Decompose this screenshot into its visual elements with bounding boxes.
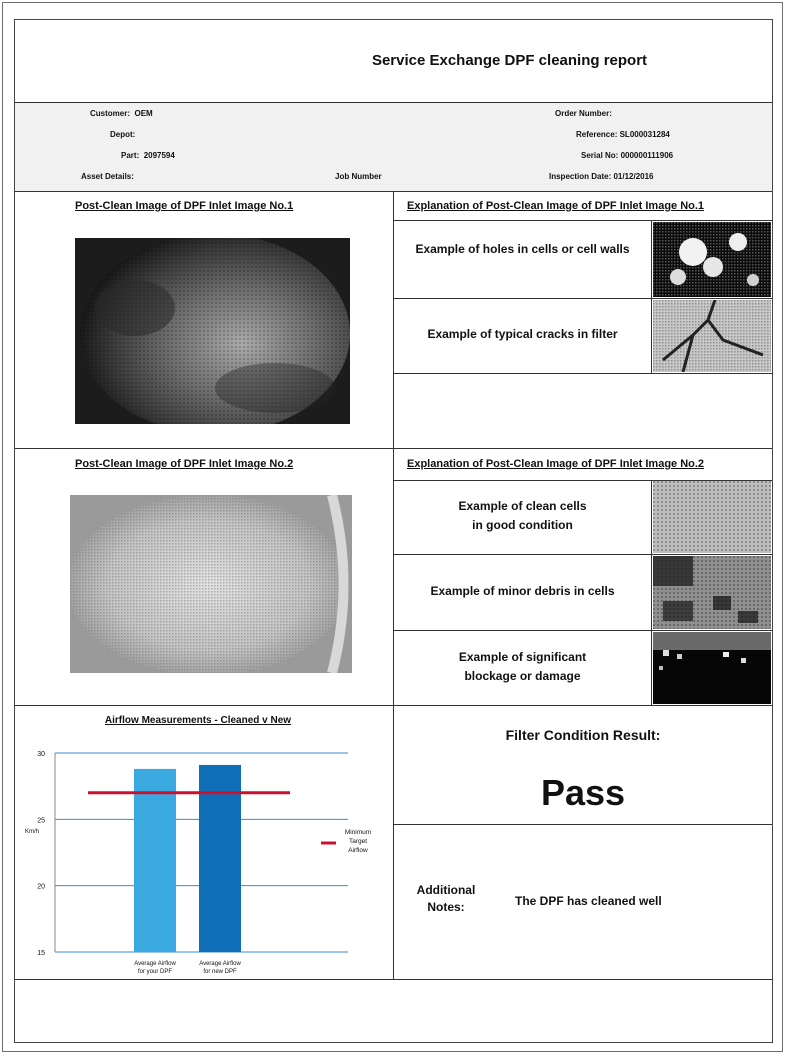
example-debris-text: Example of minor debris in cells [430, 584, 615, 598]
job-number-label: Job Number [335, 172, 382, 181]
chart-bar [134, 769, 176, 952]
notes-label-line2: Notes: [427, 900, 465, 914]
clean-cells-example-image [653, 481, 771, 553]
example-clean-line1: Example of clean cells [458, 499, 587, 513]
inspection-date-label: Inspection Date: [549, 172, 612, 181]
chart-title: Airflow Measurements - Cleaned v New [104, 715, 292, 726]
legend-label: Minimum [344, 829, 372, 836]
chart-y-tick: 30 [37, 751, 45, 758]
chart-x-tick: for new DPF [203, 969, 237, 975]
chart-x-tick: Average Airflow [134, 961, 176, 967]
explanation1-title: Explanation of Post-Clean Image of DPF Inlet Image No.1 [407, 200, 705, 212]
blockage-example-image [653, 632, 771, 704]
example-blockage-line2: blockage or damage [464, 669, 581, 683]
page-frame [2, 2, 783, 1052]
cracks-example-image [653, 300, 771, 372]
customer-label: Customer: [90, 109, 131, 118]
chart-x-ticks [134, 961, 241, 975]
explanation2-title: Explanation of Post-Clean Image of DPF Inlet Image No.2 [407, 458, 705, 470]
chart-x-tick: Average Airflow [199, 961, 241, 967]
example-holes-text: Example of holes in cells or cell walls [415, 242, 630, 256]
chart-y-tick: 25 [37, 817, 45, 825]
debris-example-image [653, 556, 771, 629]
depot-label: Depot: [110, 130, 136, 139]
report-title: Service Exchange DPF cleaning report [371, 52, 648, 69]
part-label: Part: [121, 151, 140, 160]
info-panel [15, 103, 772, 191]
example-blockage-line1: Example of significant [458, 650, 587, 664]
dpf-inlet-image-1 [75, 238, 350, 424]
additional-notes-label [411, 882, 481, 916]
part-value: 2097594 [143, 151, 175, 160]
reference-value: SL000031284 [619, 130, 670, 139]
chart-legend [321, 829, 371, 854]
example-cracks-text: Example of typical cracks in filter [427, 327, 618, 341]
additional-notes-text: The DPF has cleaned well [515, 894, 662, 908]
holes-example-image [653, 222, 771, 297]
asset-details-label: Asset Details: [81, 172, 134, 181]
chart-y-ticks [37, 751, 45, 957]
chart-y-axis-label: Km/h [25, 829, 40, 835]
image2-title: Post-Clean Image of DPF Inlet Image No.2 [75, 458, 294, 470]
notes-label-line1: Additional [416, 883, 476, 897]
legend-label: Target [348, 838, 368, 845]
report-sheet [14, 19, 773, 1043]
chart-y-tick: 20 [37, 883, 45, 891]
airflow-chart [15, 706, 393, 978]
example-clean-line2: in good condition [472, 518, 573, 532]
serial-value: 000000111906 [620, 151, 674, 160]
customer-value: OEM [134, 109, 153, 118]
chart-x-tick: for your DPF [137, 969, 173, 975]
image1-title: Post-Clean Image of DPF Inlet Image No.1 [75, 200, 294, 212]
example-blockage-text [394, 648, 651, 686]
legend-label: Airflow [348, 847, 368, 854]
order-number-label: Order Number: [555, 109, 612, 118]
dpf-inlet-image-2 [70, 495, 352, 673]
chart-y-tick: 15 [37, 950, 45, 957]
reference-label: Reference: [576, 130, 618, 139]
filter-condition-result: Pass [540, 772, 626, 813]
serial-label: Serial No: [581, 151, 619, 160]
example-clean-text [394, 497, 651, 535]
inspection-date-value: 01/12/2016 [613, 172, 654, 181]
filter-condition-title: Filter Condition Result: [505, 727, 661, 743]
